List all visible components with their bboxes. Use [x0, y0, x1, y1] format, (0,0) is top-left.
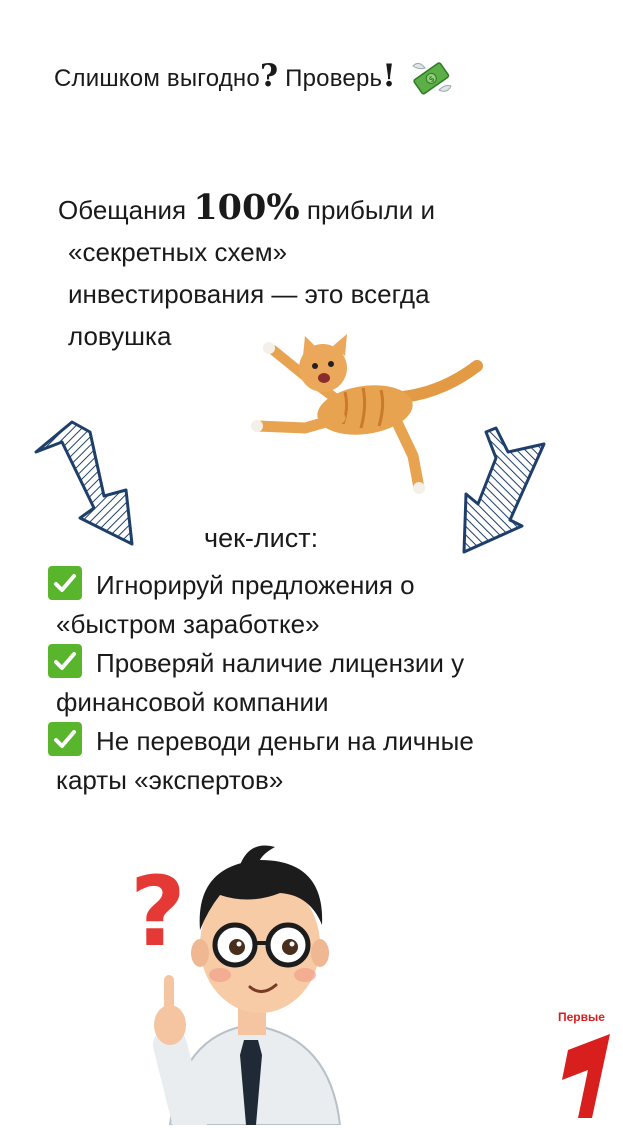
brand-logo: [548, 1010, 620, 1120]
checkmark-icon: [48, 644, 82, 678]
checklist-item-line1: Не переводи деньги на личные: [96, 726, 474, 756]
checkmark-icon: [48, 722, 82, 756]
intro-highlight: 100%: [193, 187, 300, 228]
checklist-heading: чек-лист:: [204, 523, 319, 553]
checklist-item-line2: финансовой компании: [56, 687, 329, 717]
checklist-item-line1: Игнорируй предложения о: [96, 570, 415, 600]
intro-line-2: «секретных схем»: [68, 237, 288, 267]
question-mark-icon: ?: [130, 856, 186, 968]
logo-text: Первые: [558, 1010, 605, 1024]
arrow-down-left-icon: [456, 424, 548, 556]
checkmark-icon: [48, 566, 82, 600]
logo-one-icon: [548, 1010, 620, 1120]
cartoon-boy-image: [100, 835, 400, 1125]
intro-line-3: инвестирования — это всегда: [68, 279, 430, 309]
checklist-item: [48, 566, 608, 644]
intro-line-4: ловушка: [68, 321, 172, 351]
title-text-2: Проверь: [278, 65, 383, 92]
page-title: [54, 58, 453, 96]
title-exclamation-mark: !: [382, 58, 397, 94]
title-question-mark: ?: [259, 58, 279, 94]
intro-prefix: Обещания: [58, 195, 194, 225]
intro-line1-rest: прибыли и: [299, 195, 435, 225]
arrow-down-right-icon: [32, 418, 144, 548]
checklist-item-line2: «быстром заработке»: [56, 609, 320, 639]
checklist-item-line2: карты «экспертов»: [56, 765, 284, 795]
intro-line-1: [58, 187, 558, 231]
jumping-cat-image: [245, 328, 485, 498]
title-text-1: Слишком выгодно: [54, 65, 260, 92]
checklist: [48, 566, 608, 800]
svg-text:$: $: [427, 74, 437, 85]
checklist-item-line1: Проверяй наличие лицензии у: [96, 648, 465, 678]
checklist-item: [48, 722, 608, 800]
money-with-wings-icon: [409, 60, 453, 96]
checklist-item: [48, 644, 608, 722]
